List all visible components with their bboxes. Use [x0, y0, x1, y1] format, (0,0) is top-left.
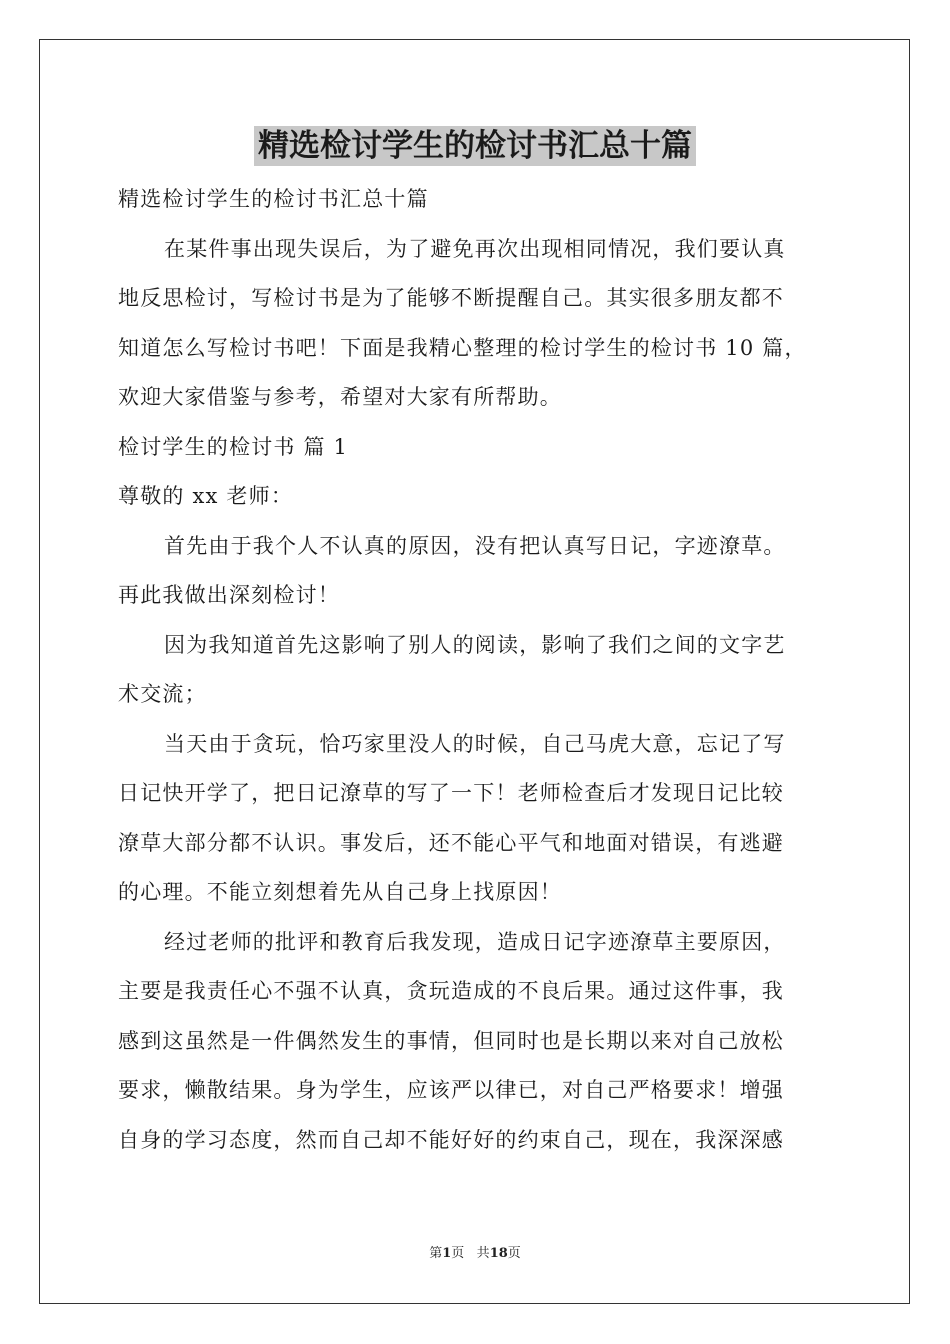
body-line: 再此我做出深刻检讨！ [118, 583, 340, 607]
document-title-text: 精选检讨学生的检讨书汇总十篇 [254, 126, 696, 166]
body-line: 在某件事出现失误后，为了避免再次出现相同情况，我们要认真 [164, 236, 786, 261]
footer-page-prefix: 第 [429, 1246, 443, 1261]
document-title [0, 126, 950, 166]
footer-total-prefix: 共 [476, 1246, 490, 1261]
page-footer [0, 1245, 950, 1263]
footer-page-suffix: 页 [451, 1246, 465, 1261]
body-line: 知道怎么写检讨书吧！下面是我精心整理的检讨学生的检讨书 10 篇， [118, 335, 807, 360]
document-body [118, 175, 838, 1165]
body-line: 首先由于我个人不认真的原因，没有把认真写日记，字迹潦草。 [164, 533, 786, 558]
body-line: 欢迎大家借鉴与参考，希望对大家有所帮助。 [118, 385, 562, 409]
body-line: 主要是我责任心不强不认真，贪玩造成的不良后果。通过这件事，我 [118, 979, 784, 1003]
body-line: 潦草大部分都不认识。事发后，还不能心平气和地面对错误，有逃避 [118, 830, 784, 855]
section-heading: 检讨学生的检讨书 篇 1 [118, 434, 349, 459]
salutation: 尊敬的 xx 老师： [118, 484, 294, 508]
footer-page-number: 1 [442, 1246, 452, 1261]
body-line: 的心理。不能立刻想着先从自己身上找原因！ [118, 880, 562, 904]
body-line: 地反思检讨，写检讨书是为了能够不断提醒自己。其实很多朋友都不 [118, 286, 784, 310]
body-line: 精选检讨学生的检讨书汇总十篇 [118, 187, 429, 211]
footer-total-suffix: 页 [507, 1246, 521, 1261]
body-line: 日记快开学了，把日记潦草的写了一下！老师检查后才发现日记比较 [118, 781, 784, 805]
body-line: 要求，懒散结果。身为学生，应该严以律已，对自己严格要求！增强 [118, 1078, 784, 1102]
body-line: 经过老师的批评和教育后我发现，造成日记字迹潦草主要原因， [164, 929, 786, 954]
body-line: 当天由于贪玩，恰巧家里没人的时候，自己马虎大意，忘记了写 [164, 731, 786, 756]
body-line: 因为我知道首先这影响了别人的阅读，影响了我们之间的文字艺 [164, 632, 786, 657]
footer-total-pages: 18 [489, 1246, 508, 1261]
body-line: 术交流； [118, 682, 207, 706]
body-line: 感到这虽然是一件偶然发生的事情，但同时也是长期以来对自己放松 [118, 1028, 784, 1053]
body-line: 自身的学习态度，然而自己却不能好好的约束自己，现在，我深深感 [118, 1127, 784, 1152]
